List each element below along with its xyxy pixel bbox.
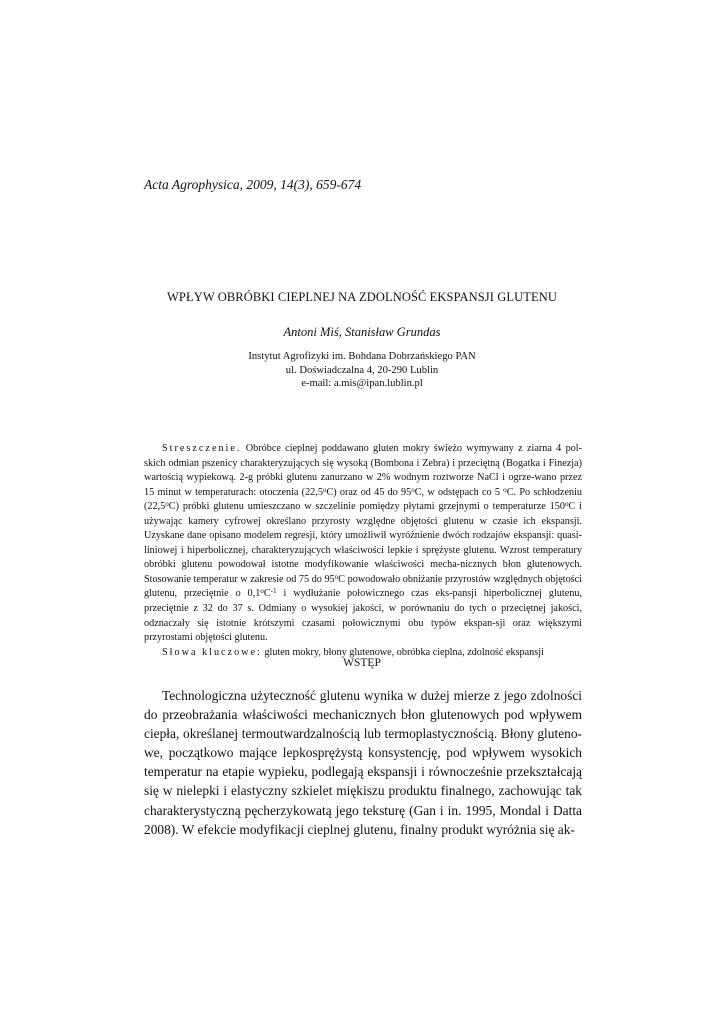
abstract-text: C, w odstępach co 5 xyxy=(414,486,504,498)
degree-sup: o xyxy=(334,572,339,581)
abstract-text: i wydłużanie połowicznego czas eks-pansji hiperbolicznej glutenu, przeciętnie z 32 do 37 s. Odmiany o wysokiej jakości, w porównaniu do tych o przeciętnej jakości, odznaczały się istotnie krótszymi czasami połowicznymi obu typów ekspan-sji oraz większymi przyrostami objętości glutenu. xyxy=(144,588,582,644)
affiliation-block xyxy=(0,350,724,391)
degree-sup: o xyxy=(564,499,569,508)
journal-reference: Acta Agrophysica, 2009, 14(3), 659-674 xyxy=(144,177,362,192)
affiliation-address: ul. Doświadczalna 4, 20-290 Lublin xyxy=(285,364,439,376)
degree-sup: o xyxy=(411,485,415,494)
abstract-text: C) próbki glutenu umieszczano w szczelinie pomiędzy płytami grzejnymi o temperaturze 150 xyxy=(168,501,565,513)
abstract-text: C) oraz od 45 do 95 xyxy=(326,486,412,498)
keywords-text: gluten mokry, błony glutenowe, obróbka cieplna, zdolność ekspansji xyxy=(261,646,544,658)
abstract-text: C powodowało obniżanie przyrostów względnych objętości glutenu, przeciętnie o 0,1 xyxy=(144,573,582,600)
degree-sup: o xyxy=(322,485,327,494)
abstract-text: C xyxy=(263,588,271,600)
abstract-text: C. Po schłodzeniu (22,5 xyxy=(144,486,582,513)
affiliation-email: e-mail: a.mis@ipan.lublin.pl xyxy=(301,378,423,389)
abstract-text: C i używając kamery cyfrowej określano przyrosty względne objętości glutenu w czasie ich ekspansji. Uzyskane dane opisano modelem regresji, który umożliwił wyróżnienie dwóch rodzajów ekspansji: quasi-liniowej i hiperbolicznej, charakteryzujących właściwości lepkie i sprężyste glutenu. Wzrost temperatury obróbki glutenu powodował istotne modyfikowanie właściwości mecha-nicznych błon glutenowych. Stosowanie temperatur w zakresie od 75 do 95 xyxy=(144,501,582,585)
introduction-paragraph: Technologiczna użyteczność glutenu wynika w dużej mierze z jego zdolności do przeobrażania właściwości mechanicznych błon glutenowych pod wpływem ciepła, określanej termoutwardzalnością lub termoplastycznością. Błony gluteno-we, początkowo mające lepkosprężystą konsystencję, pod wpływem wysokich temperatur na etapie wypieku, podlegają ekspansji i równocześnie przekształcają się w nielepki i elastyczny szkielet miękiszu produktu finalnego, zachowując tak charakterystyczną pęcherzykowatą jego teksturę (Gan i in. 1995, Mondal i Datta 2008). W efekcie modyfikacji cieplnej glutenu, finalny produkt wyróżnia się ak- xyxy=(144,688,582,837)
keywords-label: Słowa kluczowe: xyxy=(162,646,262,658)
section-heading-introduction: WSTĘP xyxy=(343,657,381,669)
abstract-text: Obróbce cieplnej poddawano gluten mokry świeżo wymywany z ziarna 4 pol-skich odmian pszenicy charakteryzujących się wysoką (Bombona i Zebra) i przeciętną (Bogatka i Finezja) wartością wypiekową. 2-g próbki glutenu zanurzano w 2% wodnym roztworze NaCl i ogrze-wano przez 15 minut w temperaturach: otoczenia (22,5 xyxy=(144,443,582,498)
degree-sup: o xyxy=(503,485,507,494)
abstract xyxy=(144,442,582,660)
exponent-sup: -1 xyxy=(270,587,277,596)
degree-sup: o xyxy=(260,587,264,596)
affiliation-institute: Instytut Agrofizyki im. Bohdana Dobrzańskiego PAN xyxy=(248,351,476,362)
article-authors: Antoni Miś, Stanisław Grundas xyxy=(283,325,441,339)
article-title: WPŁYW OBRÓBKI CIEPLNEJ NA ZDOLNOŚĆ EKSPANSJI GLUTENU xyxy=(167,290,557,304)
body-text xyxy=(144,686,582,839)
abstract-paragraph xyxy=(144,442,582,646)
degree-sup: o xyxy=(165,499,169,508)
abstract-label: Streszczenie. xyxy=(162,443,242,454)
